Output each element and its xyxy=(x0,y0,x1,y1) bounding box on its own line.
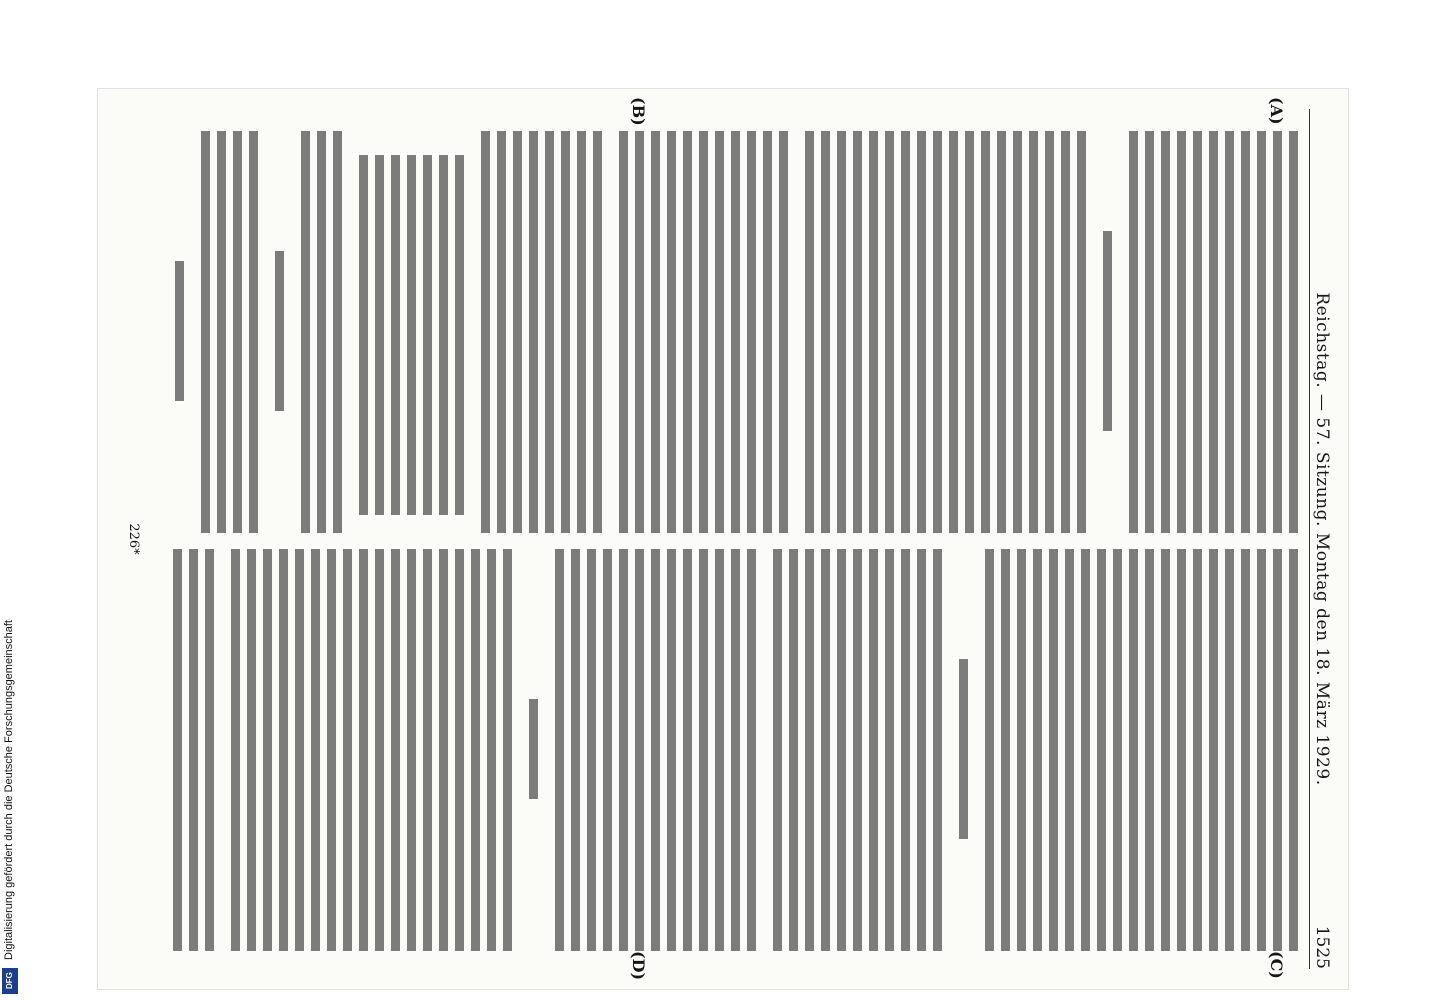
interjection xyxy=(268,251,284,411)
text-block xyxy=(166,549,214,951)
scanned-page xyxy=(97,88,1349,990)
digitization-credit xyxy=(0,0,22,1000)
text-block xyxy=(978,549,1298,951)
verse-block xyxy=(352,155,464,515)
margin-letter-a: (A) xyxy=(1267,97,1286,125)
digitization-credit-text: Digitalisierung gefördert durch die Deutsche Forschungsgemeinschaft xyxy=(3,620,15,960)
text-block xyxy=(294,131,342,533)
margin-letter-c: (C) xyxy=(1267,951,1286,979)
interjection xyxy=(522,699,538,799)
text-block xyxy=(548,549,756,951)
text-block xyxy=(766,549,942,951)
dfg-logo: DFG xyxy=(2,968,18,994)
page-content-rotated xyxy=(98,89,1348,989)
text-block xyxy=(612,131,788,533)
left-column xyxy=(158,131,1298,533)
running-head-title: Reichstag. — 57. Sitzung. Montag den 18. März 1929. xyxy=(1312,292,1332,786)
running-head xyxy=(1309,109,1334,969)
text-block xyxy=(194,131,258,533)
right-column xyxy=(158,549,1298,951)
page-number: 1525 xyxy=(1312,925,1332,969)
margin-letter-d: (D) xyxy=(629,951,648,981)
text-block xyxy=(474,131,602,533)
text-block xyxy=(224,549,512,951)
text-block xyxy=(1122,131,1298,533)
margin-letter-b: (B) xyxy=(629,97,648,126)
interjection xyxy=(952,659,968,839)
interjection xyxy=(168,261,184,401)
interjection xyxy=(1096,231,1112,431)
folio-mark: 226* xyxy=(126,523,141,555)
text-block xyxy=(798,131,1086,533)
